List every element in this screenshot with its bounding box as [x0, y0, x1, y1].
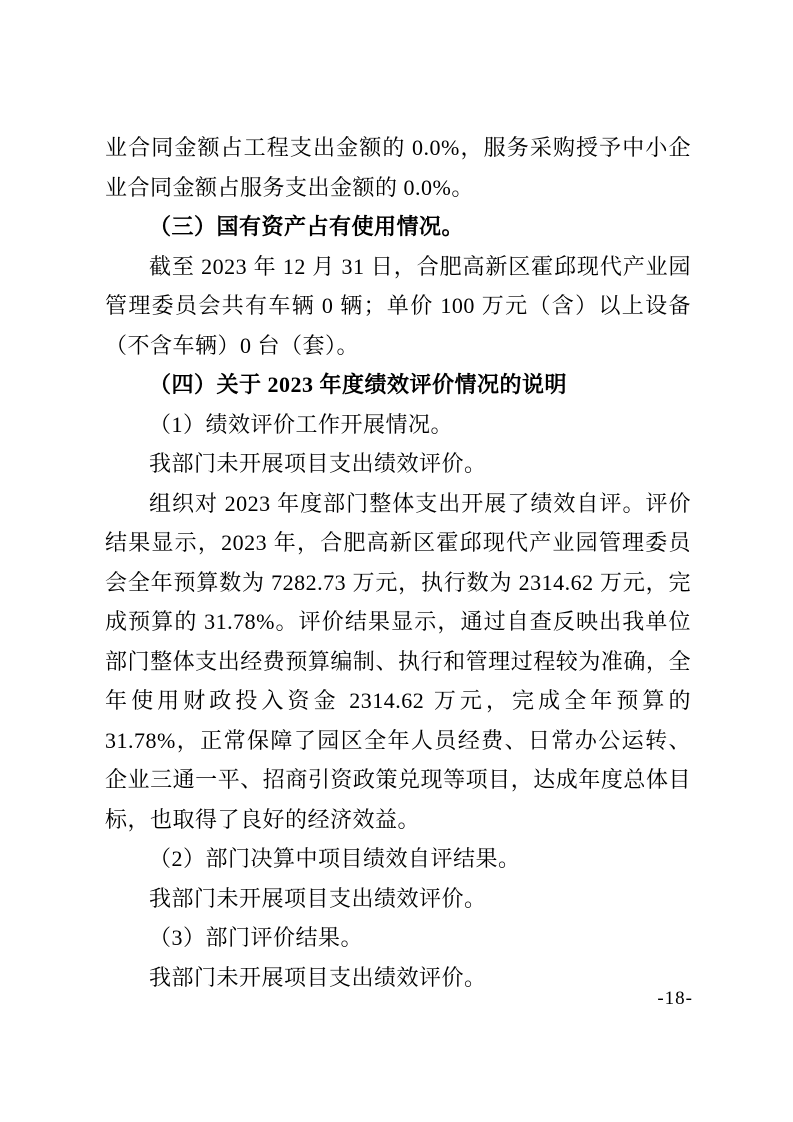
page-number: -18- [657, 988, 693, 1009]
paragraph-state-assets-detail: 截至 2023 年 12 月 31 日，合肥高新区霍邱现代产业园管理委员会共有车辆 0 辆；单价 100 万元（含）以上设备（不含车辆）0 台（套）。 [105, 253, 691, 358]
subitem-3-department-result: （3）部门评价结果。 [149, 925, 364, 950]
subitem-1-evaluation-work: （1）绩效评价工作开展情况。 [149, 411, 454, 437]
paragraph-no-project-evaluation-2: 我部门未开展项目支出绩效评价。 [149, 885, 487, 911]
paragraph-no-project-evaluation-1: 我部门未开展项目支出绩效评价。 [149, 451, 487, 476]
subitem-2-final-accounts-result: （2）部门决算中项目绩效自评结果。 [149, 846, 521, 871]
page-content [105, 128, 691, 997]
paragraph-self-evaluation-result: 组织对 2023 年度部门整体支出开展了绩效自评。评价结果显示，2023 年，合肥高新区霍邱现代产业园管理委员会全年预算数为 7282.73 万元，执行数为 2314.62 万元，完成预算的 31.78%。评价结果显示，通过自查反映出我单位部门整体支出经费预算编制、执行和管理过程较为准确，全年使用财政投入资金 2314.62 万元，完成全年预算的 31.78%，正常保障了园区全年人员经费、日常办公运转、企业三通一平、招商引资政策兑现等项目，达成年度总体目标，也取得了良好的经济效益。 [105, 490, 691, 832]
section-heading-state-assets: （三）国有资产占有使用情况。 [149, 214, 465, 239]
paragraph-no-project-evaluation-3: 我部门未开展项目支出绩效评价。 [149, 964, 487, 990]
section-heading-performance-evaluation: （四）关于 2023 年度绩效评价情况的说明 [149, 372, 568, 397]
paragraph-continuation: 业合同金额占工程支出金额的 0.0%，服务采购授予中小企业合同金额占服务支出金额的 0.0%。 [105, 135, 691, 200]
